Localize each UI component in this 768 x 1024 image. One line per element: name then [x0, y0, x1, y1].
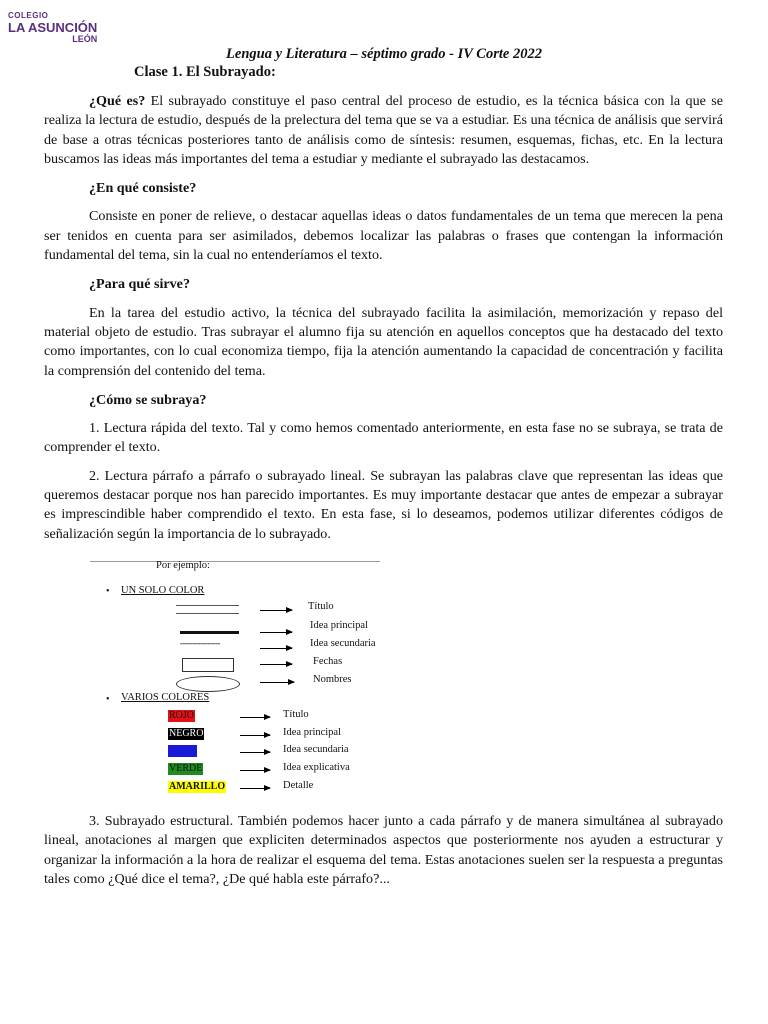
underline-codes-figure: [90, 558, 390, 808]
paragraph-step-2: 2. Lectura párrafo a párrafo o subrayado lineal. Se subrayan las palabras clave que representan las ideas que queremos destacar porque nos han parecido importantes. Es muy importante destacar que antes de empezar a subrayar es imprescindible haber comprendido el texto. En esta fase, si lo deseamos, podemos utilizar diferentes códigos de señalización según la importancia de lo subrayado.: [44, 467, 723, 542]
intro-lead: ¿Qué es?: [89, 93, 146, 109]
logo-line-1: COLEGIO: [8, 11, 49, 20]
class-title: Clase 1. El Subrayado:: [134, 64, 276, 80]
intro-text: El subrayado constituye el paso central del proceso de estudio, es la técnica básica con la que se realiza la lectura de estudio, después de la prelectura del tema que se va a estudiar. Es una técnica de análisis que servirá de base a otras técnicas posteriores tanto de análisis como de síntesis: resumen, esquemas, fichas, etc. En la lectura buscamos las ideas más importantes del tema a estudiar y mediante el subrayado las destacamos.: [44, 93, 723, 167]
heading-en-que-consiste: ¿En qué consiste?: [89, 180, 197, 197]
color-swatch-rojo: ROJO: [169, 710, 195, 721]
one-color-heading: UN SOLO COLOR: [121, 585, 205, 596]
paragraph-step-1: 1. Lectura rápida del texto. Tal y como hemos comentado anteriormente, en esta fase no se subraya, se trata de comprender el texto.: [44, 420, 723, 456]
intro-paragraph: [44, 92, 723, 169]
paragraph-para-que-sirve: En la tarea del estudio activo, la técnica del subrayado facilita la asimilación, memorización y repaso del material objeto de estudio. Tras subrayar el alumno fija su atención en aquellos conceptos que ha destacado del texto como importantes, con lo cual economiza tiempo, fija la atención aumentando la capacidad de concentración y facilita la comprensión del contenido del tema.: [44, 304, 723, 379]
arrow-icon: [260, 610, 292, 611]
swatch-meaning: Título: [283, 709, 309, 720]
heading-para-que-sirve: ¿Para qué sirve?: [89, 276, 190, 293]
ellipse-sample: [176, 676, 240, 692]
multi-color-heading: VARIOS COLORES: [121, 692, 210, 703]
figure-top-rule: [90, 561, 380, 562]
double-line-sample-top: [176, 605, 239, 606]
arrow-icon: [240, 770, 270, 771]
legend-fechas: Fechas: [313, 656, 343, 667]
thick-line-sample: [180, 631, 239, 634]
swatch-meaning: Idea principal: [283, 727, 342, 738]
document-title: Lengua y Literatura – séptimo grado - IV Corte 2022: [226, 46, 542, 62]
swatch-meaning: Detalle: [283, 780, 314, 791]
logo-line-3: LEÓN: [72, 34, 98, 44]
arrow-icon: [260, 648, 292, 649]
legend-idea-principal: Idea principal: [310, 620, 369, 631]
paragraph-step-3: 3. Subrayado estructural. También podemos hacer junto a cada párrafo y de manera simultánea al subrayado lineal, anotaciones al margen que expliciten determinados aspectos que posteriormente nos ayuden a estructurar y organizar la información a la hora de realizar el esquema del tema. Estas anotaciones suelen ser la respuesta a preguntas tales como ¿Qué dice el tema?, ¿De qué habla este párrafo?...: [44, 812, 723, 887]
arrow-icon: [260, 664, 292, 665]
paragraph-en-que-consiste: Consiste en poner de relieve, o destacar aquellas ideas o datos fundamentales de un tema que merecen la pena ser tenidos en cuenta para ser asimilados, debemos localizar las palabras o frases que contengan la información fundamental del tema, sin la cual no entenderíamos el texto.: [44, 208, 723, 264]
color-swatch-verde: VERDE: [169, 763, 203, 774]
figure-caption: Por ejemplo:: [156, 560, 210, 571]
legend-titulo: Título: [308, 601, 334, 612]
bullet: •: [106, 586, 110, 597]
color-swatch-amarillo: AMARILLO: [169, 781, 226, 792]
legend-idea-secundaria: Idea secundaria: [310, 638, 376, 649]
color-swatch-negro: NEGRO: [169, 728, 204, 739]
logo-line-2: LA ASUNCIÓN: [8, 20, 98, 35]
arrow-icon: [260, 632, 292, 633]
arrow-icon: [260, 682, 294, 683]
arrow-icon: [240, 752, 270, 753]
arrow-icon: [240, 788, 270, 789]
dashed-line-sample: ----------------: [180, 638, 220, 648]
swatch-meaning: Idea secundaria: [283, 744, 349, 755]
swatch-meaning: Idea explicativa: [283, 762, 350, 773]
bullet: •: [106, 694, 110, 705]
legend-nombres: Nombres: [313, 674, 352, 685]
heading-como-se-subraya: ¿Cómo se subraya?: [89, 391, 207, 408]
rectangle-sample: [182, 658, 234, 672]
school-logo: [8, 12, 97, 44]
arrow-icon: [240, 735, 270, 736]
double-line-sample-bottom: [176, 613, 239, 614]
color-swatch-azul: AZUL: [169, 745, 196, 756]
arrow-icon: [240, 717, 270, 718]
